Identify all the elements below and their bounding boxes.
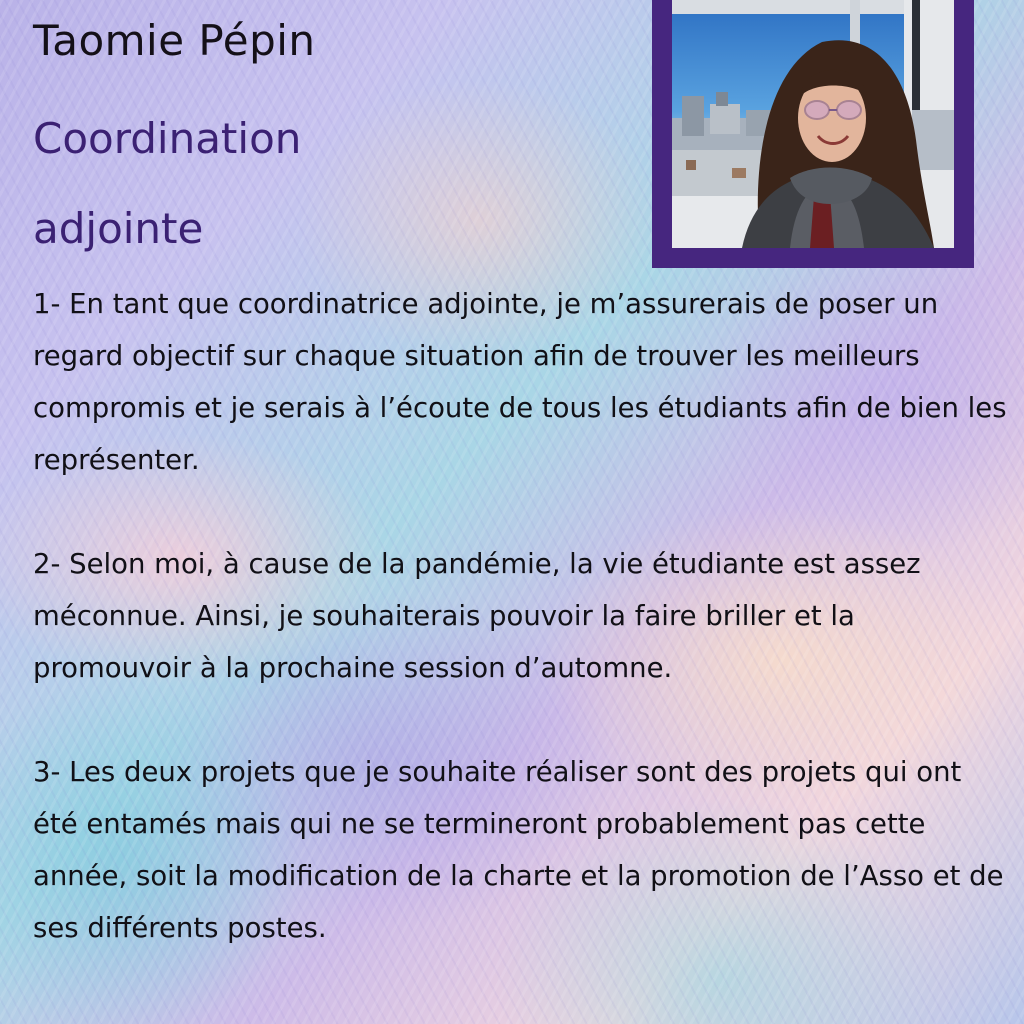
portrait-photo xyxy=(672,0,954,248)
candidate-role: Coordination adjointe xyxy=(33,114,302,253)
answer-3: 3- Les deux projets que je souhaite réaliser sont des projets qui ont été entamés mais qui ne se termineront probablement pas cette année, soit la modification de la charte et la promotion de l’Asso et de ses différents postes. xyxy=(33,756,1004,944)
answer-1: 1- En tant que coordinatrice adjointe, je m’assurerais de poser un regard objectif sur chaque situation afin de trouver les meilleurs compromis et je serais à l’écoute de tous les étudiants afin de bien les représenter. xyxy=(33,288,1007,476)
portrait-illustration xyxy=(672,0,954,248)
candidate-name: Taomie Pépin xyxy=(33,16,316,65)
photo-frame xyxy=(652,0,974,268)
answer-2: 2- Selon moi, à cause de la pandémie, la vie étudiante est assez méconnue. Ainsi, je souhaiterais pouvoir la faire briller et la promouvoir à la prochaine session d’automne. xyxy=(33,548,921,684)
answers-section xyxy=(33,278,1008,1006)
